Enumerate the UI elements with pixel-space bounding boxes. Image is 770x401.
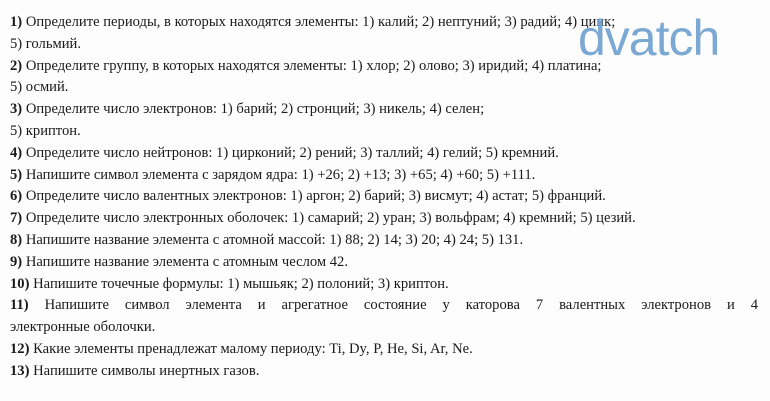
task-number: 3) [10, 101, 23, 118]
task-text: Определите число электронных оболочек: 1) самарий; 2) уран; 3) вольфрам; 4) кремний; 5) цезий. [22, 210, 636, 227]
task-number: 9) [10, 253, 23, 270]
task-number: 7) [10, 210, 23, 227]
task-number: 1) [10, 14, 23, 30]
task-number: 11) [10, 297, 29, 314]
task-number: 4) [10, 144, 23, 161]
task-2-continuation [10, 77, 758, 99]
task-13-line [10, 361, 758, 383]
task-number: 10) [10, 275, 30, 292]
task-11-continuation [10, 317, 758, 339]
task-number: 6) [10, 188, 23, 205]
task-text: 5) осмий. [10, 79, 69, 96]
task-number: 2) [10, 57, 23, 74]
task-text: Определите группу, в которых находятся элементы: 1) хлор; 2) олово; 3) иридий; 4) платина; [22, 57, 602, 74]
task-text: Определите число валентных электронов: 1) аргон; 2) барий; 3) висмут; 4) астат; 5) франций. [22, 188, 606, 205]
task-number: 5) [10, 166, 23, 183]
task-number: 13) [10, 362, 30, 379]
task-text: Напишите точечные формулы: 1) мышьяк; 2) полоний; 3) криптон. [29, 275, 449, 292]
task-6-line [10, 186, 758, 208]
task-text: Напишите символ элемента и агрегатное состояние у каторова 7 валентных электронов и 4 [28, 297, 758, 314]
task-8-line [10, 230, 758, 252]
task-number: 8) [10, 231, 23, 248]
task-12-line [10, 339, 758, 361]
task-text: Определите периоды, в которых находятся элементы: 1) калий; 2) нептуний; 3) радий; 4) цинк; [22, 14, 616, 30]
task-1-continuation [10, 34, 758, 56]
task-text: 5) криптон. [10, 122, 81, 139]
task-3-continuation [10, 121, 758, 143]
task-text: Определите число электронов: 1) барий; 2) стронций; 3) никель; 4) селен; [22, 101, 485, 118]
task-text: Определите число нейтронов: 1) цирконий; 2) рений; 3) таллий; 4) гелий; 5) кремний. [22, 144, 559, 161]
task-2-line [10, 56, 758, 78]
task-11-line [10, 295, 758, 317]
task-text: Какие элементы пренадлежат малому периоду: Ti, Dy, P, He, Si, Ar, Ne. [29, 340, 473, 357]
task-number: 12) [10, 340, 30, 357]
watermark-logo: dvatch [578, 10, 720, 66]
task-9-line [10, 252, 758, 274]
task-text: Напишите название элемента с атомным чеслом 42. [22, 253, 349, 270]
task-text: Напишите название элемента с атомной массой: 1) 88; 2) 14; 3) 20; 4) 24; 5) 131. [22, 231, 524, 248]
task-4-line [10, 143, 758, 165]
task-7-line [10, 208, 758, 230]
task-10-line [10, 274, 758, 296]
task-text: электронные оболочки. [10, 319, 156, 336]
task-list [10, 12, 758, 383]
task-text: Напишите символы инертных газов. [29, 362, 260, 379]
task-text: 5) гольмий. [10, 35, 81, 52]
task-3-line [10, 99, 758, 121]
task-text: Напишите символ элемента с зарядом ядра: 1) +26; 2) +13; 3) +65; 4) +60; 5) +111. [22, 166, 536, 183]
task-5-line [10, 165, 758, 187]
task-1-line [10, 12, 758, 34]
